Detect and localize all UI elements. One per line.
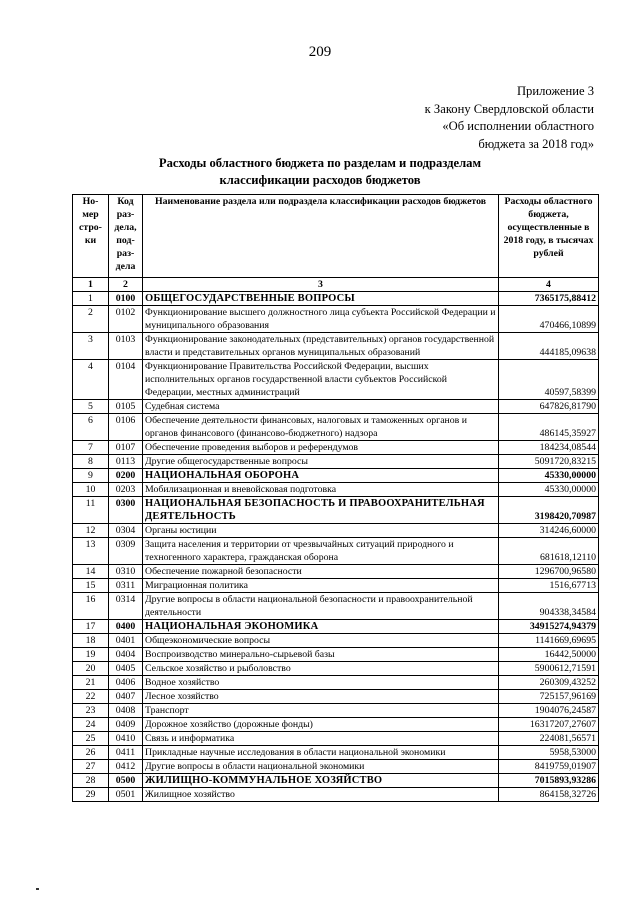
row-name: ОБЩЕГОСУДАРСТВЕННЫЕ ВОПРОСЫ: [143, 292, 499, 306]
row-name: Судебная система: [143, 400, 499, 414]
table-row: [73, 360, 599, 400]
row-name: Другие вопросы в области национальной экономики: [143, 760, 499, 774]
row-number: 18: [73, 634, 109, 648]
table-row: [73, 662, 599, 676]
row-name: Защита населения и территории от чрезвычайных ситуаций природного и техногенного характера, гражданская оборона: [143, 538, 499, 565]
row-code: 0107: [109, 441, 143, 455]
row-amount: 16442,50000: [499, 648, 599, 662]
expenditure-table: [72, 194, 599, 802]
table-row: [73, 746, 599, 760]
row-code: 0412: [109, 760, 143, 774]
header-amount: Расходы областного бюджета, осуществленные в 2018 году, в тысячах рублей: [499, 195, 599, 278]
row-amount: 647826,81790: [499, 400, 599, 414]
table-row: [73, 538, 599, 565]
row-amount: 8419759,01907: [499, 760, 599, 774]
row-code: 0100: [109, 292, 143, 306]
row-amount: 40597,58399: [499, 360, 599, 400]
row-code: 0411: [109, 746, 143, 760]
table-header-row: [73, 195, 599, 278]
row-name: Другие вопросы в области национальной безопасности и правоохранительной деятельности: [143, 593, 499, 620]
row-name: НАЦИОНАЛЬНАЯ БЕЗОПАСНОСТЬ И ПРАВООХРАНИТЕЛЬНАЯ ДЕЯТЕЛЬНОСТЬ: [143, 497, 499, 524]
table-row: [73, 732, 599, 746]
table-row: [73, 292, 599, 306]
row-number: 3: [73, 333, 109, 360]
table-row: [73, 400, 599, 414]
row-number: 24: [73, 718, 109, 732]
row-name: Дорожное хозяйство (дорожные фонды): [143, 718, 499, 732]
table-row: [73, 497, 599, 524]
row-number: 5: [73, 400, 109, 414]
appendix-line-3: «Об исполнении областного: [442, 119, 594, 133]
table-row: [73, 524, 599, 538]
row-number: 28: [73, 774, 109, 788]
table-row: [73, 593, 599, 620]
row-name: НАЦИОНАЛЬНАЯ ОБОРОНА: [143, 469, 499, 483]
row-number: 7: [73, 441, 109, 455]
row-number: 19: [73, 648, 109, 662]
row-number: 21: [73, 676, 109, 690]
row-name: Мобилизационная и вневойсковая подготовка: [143, 483, 499, 497]
row-amount: 7365175,88412: [499, 292, 599, 306]
row-code: 0304: [109, 524, 143, 538]
table-row: [73, 565, 599, 579]
row-code: 0407: [109, 690, 143, 704]
row-amount: 725157,96169: [499, 690, 599, 704]
row-code: 0405: [109, 662, 143, 676]
row-code: 0105: [109, 400, 143, 414]
row-amount: 314246,60000: [499, 524, 599, 538]
row-amount: 1296700,96580: [499, 565, 599, 579]
row-amount: 224081,56571: [499, 732, 599, 746]
row-name: Обеспечение пожарной безопасности: [143, 565, 499, 579]
row-amount: 1141669,69695: [499, 634, 599, 648]
row-amount: 184234,08544: [499, 441, 599, 455]
table-row: [73, 704, 599, 718]
row-number: 12: [73, 524, 109, 538]
appendix-line-1: Приложение 3: [516, 84, 594, 98]
row-amount: 7015893,93286: [499, 774, 599, 788]
row-name: Другие общегосударственные вопросы: [143, 455, 499, 469]
row-code: 0406: [109, 676, 143, 690]
row-code: 0203: [109, 483, 143, 497]
column-number: 3: [143, 278, 499, 292]
row-code: 0104: [109, 360, 143, 400]
row-number: 26: [73, 746, 109, 760]
row-name: Обеспечение проведения выборов и референдумов: [143, 441, 499, 455]
title-line-2: классификации расходов бюджетов: [219, 173, 421, 187]
row-code: 0113: [109, 455, 143, 469]
row-code: 0410: [109, 732, 143, 746]
row-number: 22: [73, 690, 109, 704]
row-amount: 45330,00000: [499, 469, 599, 483]
row-number: 29: [73, 788, 109, 802]
table-row: [73, 483, 599, 497]
scan-speck: [36, 888, 39, 890]
row-number: 14: [73, 565, 109, 579]
row-number: 4: [73, 360, 109, 400]
row-number: 25: [73, 732, 109, 746]
table-row: [73, 333, 599, 360]
table-row: [73, 760, 599, 774]
row-amount: 5900612,71591: [499, 662, 599, 676]
row-number: 6: [73, 414, 109, 441]
row-amount: 5958,53000: [499, 746, 599, 760]
row-name: Лесное хозяйство: [143, 690, 499, 704]
row-name: Миграционная политика: [143, 579, 499, 593]
table-row: [73, 718, 599, 732]
row-code: 0401: [109, 634, 143, 648]
header-code: Код раз-дела, под-раз-дела: [109, 195, 143, 278]
row-number: 10: [73, 483, 109, 497]
row-name: Обеспечение деятельности финансовых, налоговых и таможенных органов и органов финансового (финансово-бюджетного) надзора: [143, 414, 499, 441]
table-row: [73, 648, 599, 662]
row-code: 0103: [109, 333, 143, 360]
row-amount: 681618,12110: [499, 538, 599, 565]
row-amount: 16317207,27607: [499, 718, 599, 732]
row-number: 17: [73, 620, 109, 634]
table-row: [73, 579, 599, 593]
row-name: Жилищное хозяйство: [143, 788, 499, 802]
row-number: 13: [73, 538, 109, 565]
row-code: 0311: [109, 579, 143, 593]
appendix-line-4: бюджета за 2018 год»: [478, 136, 594, 151]
row-name: Общеэкономические вопросы: [143, 634, 499, 648]
row-code: 0408: [109, 704, 143, 718]
row-amount: 1904076,24587: [499, 704, 599, 718]
row-amount: 45330,00000: [499, 483, 599, 497]
column-number: 2: [109, 278, 143, 292]
row-amount: 864158,32726: [499, 788, 599, 802]
table-row: [73, 788, 599, 802]
row-name: Воспроизводство минерально-сырьевой базы: [143, 648, 499, 662]
appendix-line-2: к Закону Свердловской области: [424, 101, 594, 116]
row-code: 0300: [109, 497, 143, 524]
row-amount: 260309,43252: [499, 676, 599, 690]
row-number: 8: [73, 455, 109, 469]
row-code: 0314: [109, 593, 143, 620]
row-name: Связь и информатика: [143, 732, 499, 746]
row-name: Функционирование высшего должностного лица субъекта Российской Федерации и муниципального образования: [143, 306, 499, 333]
table-row: [73, 676, 599, 690]
row-name: Прикладные научные исследования в области национальной экономики: [143, 746, 499, 760]
row-code: 0404: [109, 648, 143, 662]
row-code: 0309: [109, 538, 143, 565]
page-number: 209: [308, 44, 332, 60]
row-code: 0200: [109, 469, 143, 483]
row-number: 11: [73, 497, 109, 524]
table-row: [73, 774, 599, 788]
row-name: Водное хозяйство: [143, 676, 499, 690]
column-number: 1: [73, 278, 109, 292]
table-row: [73, 455, 599, 469]
table-row: [73, 620, 599, 634]
table-row: [73, 441, 599, 455]
header-row-number: Но-мер стро-ки: [73, 195, 109, 278]
row-code: 0400: [109, 620, 143, 634]
column-number: 4: [499, 278, 599, 292]
row-number: 20: [73, 662, 109, 676]
row-amount: 470466,10899: [499, 306, 599, 333]
table-row: [73, 634, 599, 648]
row-name: Сельское хозяйство и рыболовство: [143, 662, 499, 676]
row-code: 0500: [109, 774, 143, 788]
row-amount: 3198420,70987: [499, 497, 599, 524]
table-row: [73, 469, 599, 483]
row-name: Органы юстиции: [143, 524, 499, 538]
row-amount: 1516,67713: [499, 579, 599, 593]
row-number: 27: [73, 760, 109, 774]
row-name: НАЦИОНАЛЬНАЯ ЭКОНОМИКА: [143, 620, 499, 634]
column-number-row: [73, 278, 599, 292]
row-number: 2: [73, 306, 109, 333]
row-number: 9: [73, 469, 109, 483]
table-row: [73, 414, 599, 441]
row-code: 0501: [109, 788, 143, 802]
row-code: 0106: [109, 414, 143, 441]
appendix-note: [274, 83, 594, 153]
row-code: 0102: [109, 306, 143, 333]
row-code: 0310: [109, 565, 143, 579]
title-line-1: Расходы областного бюджета по разделам и подразделам: [158, 156, 482, 170]
header-name: Наименование раздела или подраздела классификации расходов бюджетов: [143, 195, 499, 278]
row-amount: 904338,34584: [499, 593, 599, 620]
table-row: [73, 306, 599, 333]
table-row: [73, 690, 599, 704]
row-amount: 486145,35927: [499, 414, 599, 441]
document-title: [0, 155, 640, 189]
row-name: Функционирование Правительства Российской Федерации, высших исполнительных органов государственной власти субъектов Российской Федерации, местных администраций: [143, 360, 499, 400]
row-amount: 5091720,83215: [499, 455, 599, 469]
row-name: Транспорт: [143, 704, 499, 718]
row-number: 15: [73, 579, 109, 593]
row-name: Функционирование законодательных (представительных) органов государственной власти и представительных органов муниципальных образований: [143, 333, 499, 360]
row-amount: 444185,09638: [499, 333, 599, 360]
row-code: 0409: [109, 718, 143, 732]
row-amount: 34915274,94379: [499, 620, 599, 634]
row-name: ЖИЛИЩНО-КОММУНАЛЬНОЕ ХОЗЯЙСТВО: [143, 774, 499, 788]
row-number: 16: [73, 593, 109, 620]
row-number: 23: [73, 704, 109, 718]
row-number: 1: [73, 292, 109, 306]
